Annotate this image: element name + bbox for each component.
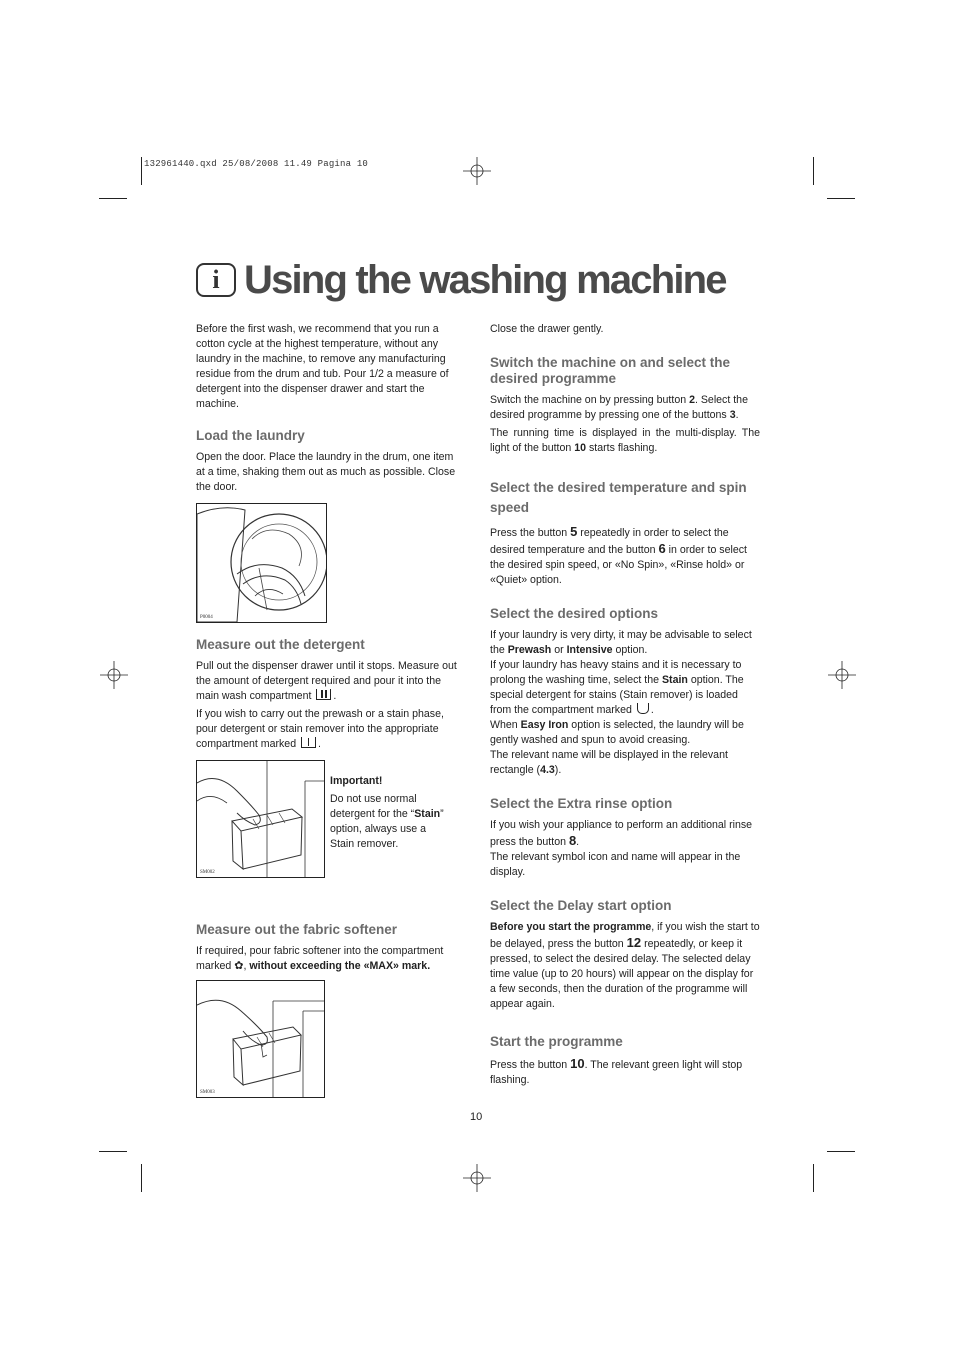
start-programme-text: Press the button 10. The relevant green light will stop flashing.	[490, 1056, 743, 1086]
measure-detergent-text-2: If you wish to carry out the prewash or a stain phase, pour detergent or stain remover into the appropriate compartment marked .	[196, 708, 444, 750]
measure-detergent-text-1: Pull out the dispenser drawer until it stops. Measure out the amount of detergent required and pour it into the main wash compartment .	[196, 660, 457, 702]
options-text-3: When Easy Iron option is selected, the laundry will be gently washed and spun to avoid creasing.	[490, 719, 744, 746]
crop-mark	[99, 1151, 127, 1152]
extra-rinse-text-1: If you wish your appliance to perform an additional rinse press the button 8.	[490, 819, 753, 848]
softener-drawer-illustration	[196, 980, 325, 1098]
figure-code: P0004	[200, 615, 213, 620]
switch-on-text-2: The running time is displayed in the multi-display. The light of the button 10 starts flashing.	[490, 427, 760, 454]
load-laundry-text: Open the door. Place the laundry in the drum, one item at a time, shaking them out as much as possible. Close the door.	[196, 451, 456, 493]
registration-mark-icon	[828, 661, 856, 689]
info-icon: i	[196, 263, 236, 297]
options-text-1: If your laundry is very dirty, it may be advisable to select the Prewash or Intensive option.	[490, 629, 752, 656]
load-laundry-illustration	[196, 503, 327, 623]
delay-start-heading: Select the Delay start option	[490, 898, 672, 913]
registration-mark-icon	[100, 661, 128, 689]
crop-mark	[813, 1164, 814, 1192]
prewash-compartment-icon	[301, 737, 316, 748]
drum-loading-drawing	[197, 504, 326, 622]
file-slug: 132961440.qxd 25/08/2008 11.49 Pagina 10	[144, 159, 369, 169]
temperature-heading: Select the desired temperature and spin speed	[490, 480, 747, 515]
fabric-softener-heading: Measure out the fabric softener	[196, 922, 398, 937]
load-laundry-heading: Load the laundry	[196, 428, 305, 443]
left-column	[196, 322, 461, 1104]
crop-mark	[141, 157, 142, 185]
registration-mark-icon	[463, 157, 491, 185]
extra-rinse-heading: Select the Extra rinse option	[490, 796, 673, 811]
important-text: Do not use normal detergent for the “Stain” option, always use a Stain remover.	[330, 793, 444, 850]
fabric-softener-text: If required, pour fabric softener into the compartment marked ✿, without exceeding the «MAX» mark.	[196, 945, 444, 972]
options-heading: Select the desired options	[490, 606, 659, 621]
right-column	[490, 322, 760, 1091]
intro-paragraph: Before the first wash, we recommend that you run a cotton cycle at the highest temperature, without any laundry in the machine, to remove any manufacturing residue from the drum and tub. Pour 1/2 a measure of detergent into the dispenser drawer and start the machine.	[196, 323, 449, 410]
crop-mark	[99, 198, 127, 199]
important-label: Important!	[330, 775, 383, 787]
temperature-text: Press the button 5 repeatedly in order to select the desired temperature and the button 6 in order to select the desired spin speed, or «No Spin», «Rinse hold» or «Quiet» option.	[490, 524, 747, 586]
page-number: 10	[470, 1111, 483, 1123]
title-block	[196, 255, 726, 305]
extra-rinse-text-2: The relevant symbol icon and name will appear in the display.	[490, 851, 741, 878]
figure-code: SM003	[200, 1090, 215, 1095]
important-note	[330, 760, 450, 855]
softener-flower-icon: ✿	[234, 960, 244, 972]
options-text-4: The relevant name will be displayed in the relevant rectangle (4.3).	[490, 749, 728, 776]
detergent-drawer-illustration	[196, 760, 325, 878]
switch-on-text-1: Switch the machine on by pressing button 2. Select the desired programme by pressing one of the buttons 3.	[490, 394, 748, 421]
dispenser-drawer-drawing	[197, 761, 324, 877]
registration-mark-icon	[463, 1164, 491, 1192]
crop-mark	[813, 157, 814, 185]
close-drawer-text: Close the drawer gently.	[490, 323, 604, 335]
main-wash-compartment-icon	[316, 689, 331, 700]
start-programme-heading: Start the programme	[490, 1034, 623, 1049]
switch-on-heading: Switch the machine on and select the desired programme	[490, 355, 731, 386]
crop-mark	[141, 1164, 142, 1192]
crop-mark	[827, 1151, 855, 1152]
measure-detergent-heading: Measure out the detergent	[196, 637, 365, 652]
options-text-2: If your laundry has heavy stains and it is necessary to prolong the washing time, select the Stain option. The special detergent for stains (Stain remover) is loaded from the compartment marked .	[490, 659, 744, 716]
stain-compartment-icon	[637, 703, 649, 714]
softener-drawer-drawing	[197, 981, 324, 1097]
crop-mark	[827, 198, 855, 199]
figure-code: SM002	[200, 870, 215, 875]
page-title: Using the washing machine	[244, 258, 726, 302]
detergent-figure-row	[196, 760, 461, 884]
delay-start-text: Before you start the programme, if you wish the start to be delayed, press the button 12 repeatedly, or keep it pressed, to select the desired delay. The selected delay time value (up to 20 hours) will appear on the display for a few seconds, then the duration of the programme will appear again.	[490, 921, 760, 1010]
